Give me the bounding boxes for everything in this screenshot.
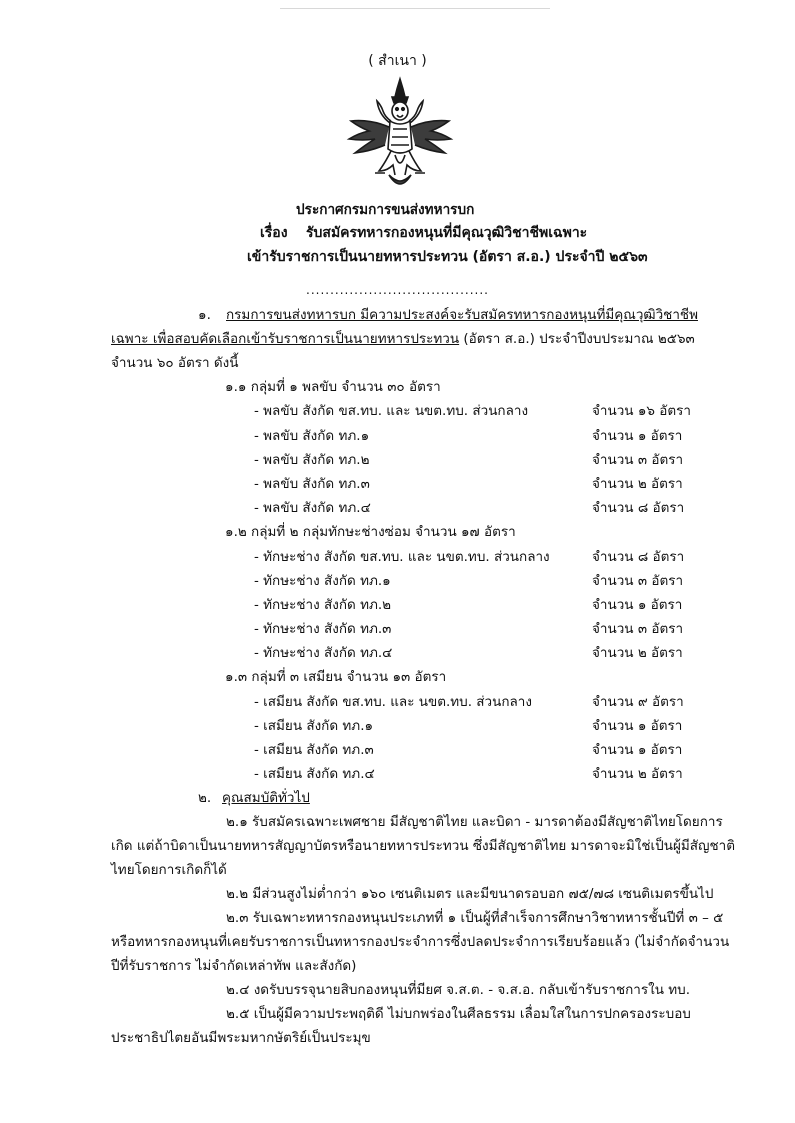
list-item-amount: จำนวน ๓ อัตรา <box>592 452 684 468</box>
list-item-amount: จำนวน ๒ อัตรา <box>592 766 683 782</box>
group-title: ๑.๓ กลุ่มที่ ๓ เสมียน จำนวน ๑๓ อัตรา <box>225 669 447 685</box>
garuda-emblem-icon <box>345 75 455 195</box>
paragraph-2-5-line1: ๒.๕ เป็นผู้มีความประพฤติดี ไม่บกพร่องในศีลธรรม เลื่อมใสในการปกครองระบอบ <box>226 1006 691 1022</box>
list-item-amount: จำนวน ๘ อัตรา <box>592 549 685 565</box>
list-item-amount: จำนวน ๓ อัตรา <box>592 621 684 637</box>
section1-intro-line1: กรมการขนส่งทหารบก มีความประสงค์จะรับสมัครทหารกองหนุนที่มีคุณวุฒิวิชาชีพ <box>226 307 698 323</box>
paragraph-2-4: ๒.๔ งดรับบรรจุนายสิบกองหนุนที่มียศ จ.ส.ต. - จ.ส.อ. กลับเข้ารับราชการใน ทบ. <box>226 982 690 998</box>
list-item-label: - พลขับ สังกัด ทภ.๔ <box>254 500 371 516</box>
list-item-label: - ทักษะช่าง สังกัด ทภ.๔ <box>254 645 393 661</box>
section1-intro-line2 <box>111 330 695 348</box>
list-item-label: - เสมียน สังกัด ทภ.๑ <box>254 718 374 734</box>
list-item-label: - พลขับ สังกัด ทภ.๒ <box>254 452 370 468</box>
list-item-label: - เสมียน สังกัด ทภ.๓ <box>254 742 374 758</box>
list-item-label: - พลขับ สังกัด ทภ.๓ <box>254 476 370 492</box>
paragraph-2-2: ๒.๒ มีส่วนสูงไม่ต่ำกว่า ๑๖๐ เซนติเมตร และมีขนาดรอบอก ๗๕/๗๘ เซนติเมตรขึ้นไป <box>226 886 714 902</box>
garuda-emblem-svg <box>345 75 455 195</box>
list-item-amount: จำนวน ๑ อัตรา <box>592 428 683 444</box>
separator: ...................................... <box>306 283 489 297</box>
paragraph-2-3-line1: ๒.๓ รับเฉพาะทหารกองหนุนประเภทที่ ๑ เป็นผู้ที่สำเร็จการศึกษาวิชาทหารชั้นปีที่ ๓ – ๕ <box>226 910 724 926</box>
list-item-label: - ทักษะช่าง สังกัด ทภ.๓ <box>254 621 392 637</box>
paragraph-2-3-line2: หรือทหารกองหนุนที่เคยรับราชการเป็นทหารกองประจำการซึ่งปลดประจำการเรียบร้อยแล้ว (ไม่จำกัดจำนวน <box>111 934 730 950</box>
group-title: ๑.๑ กลุ่มที่ ๑ พลขับ จำนวน ๓๐ อัตรา <box>225 379 441 395</box>
paragraph-2-3-line3: ปีที่รับราชการ ไม่จำกัดเหล่าทัพ และสังกัด) <box>111 958 357 974</box>
list-item-label: - เสมียน สังกัด ทภ.๔ <box>254 766 375 782</box>
list-item-amount: จำนวน ๙ อัตรา <box>592 694 684 710</box>
copy-mark: ( สำเนา ) <box>368 53 427 69</box>
announcement-title: ประกาศกรมการขนส่งทหารบก <box>296 202 475 218</box>
section2-title: คุณสมบัติทั่วไป <box>222 790 310 806</box>
section1-intro-line3: จำนวน ๖๐ อัตรา ดังนี้ <box>111 355 239 371</box>
subject-label: เรื่อง <box>260 225 288 241</box>
list-item-amount: จำนวน ๑ อัตรา <box>592 597 683 613</box>
list-item-amount: จำนวน ๒ อัตรา <box>592 645 683 661</box>
list-item-label: - ทักษะช่าง สังกัด ทภ.๑ <box>254 573 391 589</box>
section1-number: ๑. <box>198 307 211 323</box>
list-item-amount: จำนวน ๒ อัตรา <box>592 476 683 492</box>
list-item-amount: จำนวน ๓ อัตรา <box>592 573 684 589</box>
list-item-amount: จำนวน ๑ อัตรา <box>592 742 683 758</box>
list-item-label: - พลขับ สังกัด ขส.ทบ. และ นขต.ทบ. ส่วนกลาง <box>254 403 529 419</box>
list-item-amount: จำนวน ๑๖ อัตรา <box>592 403 691 419</box>
list-item-label: - ทักษะช่าง สังกัด ขส.ทบ. และ นขต.ทบ. ส่วนกลาง <box>254 549 550 565</box>
group-title: ๑.๒ กลุ่มที่ ๒ กลุ่มทักษะช่างซ่อม จำนวน ๑๗ อัตรา <box>225 524 516 540</box>
section2-number: ๒. <box>198 790 212 806</box>
paragraph-2-1-line2: เกิด แต่ถ้าบิดาเป็นนายทหารสัญญาบัตรหรือนายทหารประทวน ซึ่งมีสัญชาติไทย มารดาจะมิใช่เป็นผู้มีสัญชาติ <box>111 838 735 854</box>
list-item-label: - เสมียน สังกัด ขส.ทบ. และ นขต.ทบ. ส่วนกลาง <box>254 694 532 710</box>
section1-intro-line2-underlined: เฉพาะ เพื่อสอบคัดเลือกเข้ารับราชการเป็นนายทหารประทวน <box>111 331 460 347</box>
subject-line2: เข้ารับราชการเป็นนายทหารประทวน (อัตรา ส.อ.) ประจำปี ๒๕๖๓ <box>247 249 648 265</box>
list-item-amount: จำนวน ๘ อัตรา <box>592 500 685 516</box>
paragraph-2-1-line3: ไทยโดยการเกิดก็ได้ <box>111 862 227 878</box>
list-item-label: - ทักษะช่าง สังกัด ทภ.๒ <box>254 597 392 613</box>
subject-line1: รับสมัครทหารกองหนุนที่มีคุณวุฒิวิชาชีพเฉพาะ <box>306 225 588 241</box>
list-item-label: - พลขับ สังกัด ทภ.๑ <box>254 428 370 444</box>
scan-artifact <box>280 8 550 9</box>
paragraph-2-5-line2: ประชาธิปไตยอันมีพระมหากษัตริย์เป็นประมุข <box>111 1030 371 1046</box>
paragraph-2-1-line1: ๒.๑ รับสมัครเฉพาะเพศชาย มีสัญชาติไทย และบิดา - มารดาต้องมีสัญชาติไทยโดยการ <box>226 814 723 830</box>
list-item-amount: จำนวน ๑ อัตรา <box>592 718 683 734</box>
section1-intro-line2-rest: (อัตรา ส.อ.) ประจำปีงบประมาณ ๒๕๖๓ <box>459 331 695 347</box>
